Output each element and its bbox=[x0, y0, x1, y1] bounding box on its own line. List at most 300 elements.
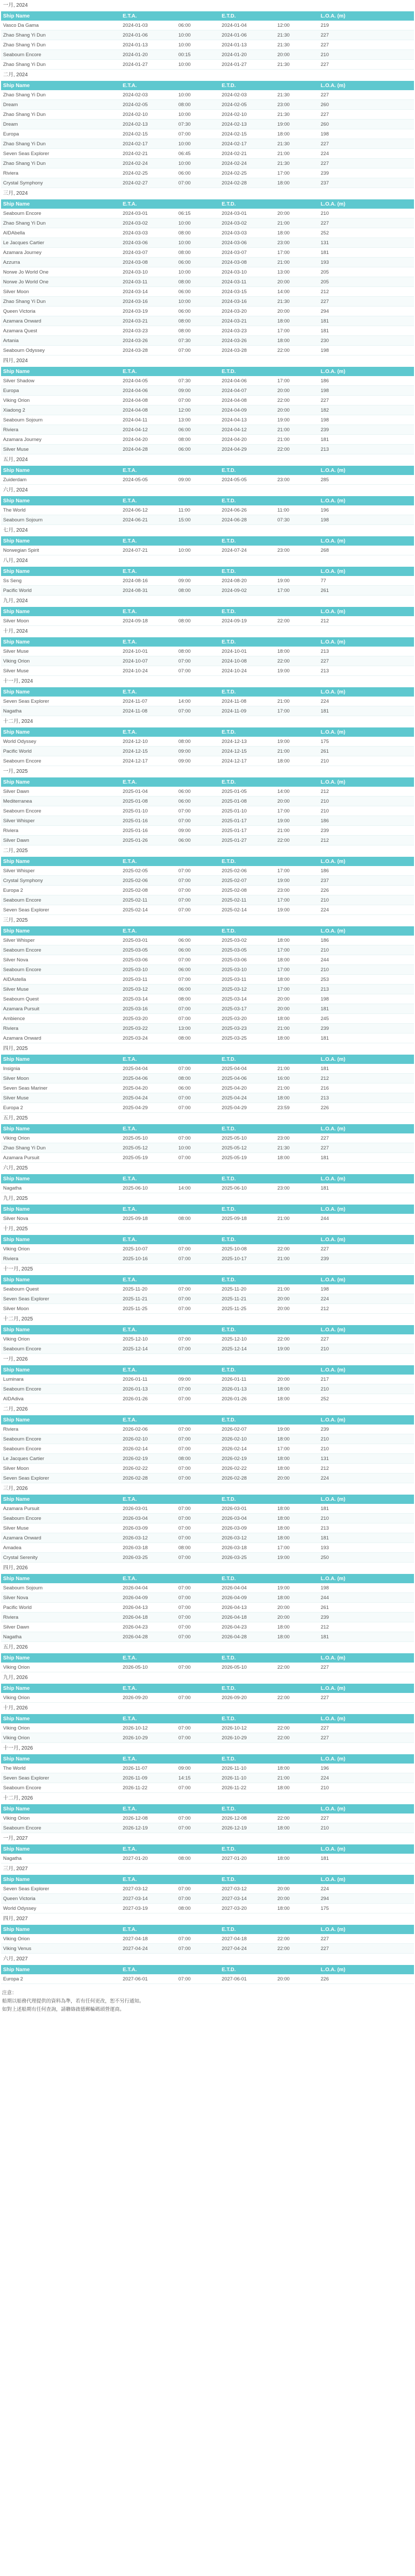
table-header-row bbox=[1, 1365, 414, 1375]
table-cell: 19:00 bbox=[275, 905, 319, 915]
table-row bbox=[1, 836, 414, 845]
table-cell: 2025-02-08 bbox=[121, 886, 176, 895]
table-cell: 2024-03-02 bbox=[121, 218, 176, 228]
table-cell: 19:00 bbox=[275, 666, 319, 676]
table-cell: 2024-10-24 bbox=[220, 666, 275, 676]
column-header: E.T.A. bbox=[121, 1574, 176, 1583]
table-cell: 2025-01-26 bbox=[121, 836, 176, 845]
table-cell: 239 bbox=[319, 1254, 414, 1264]
table-cell: 2024-08-16 bbox=[121, 576, 176, 586]
ship-name-cell: Riviera bbox=[1, 1425, 121, 1434]
table-cell: 23:00 bbox=[275, 100, 319, 110]
column-header: E.T.A. bbox=[121, 11, 176, 21]
table-row bbox=[1, 1024, 414, 1033]
column-header: E.T.A. bbox=[121, 1965, 176, 1974]
table-header-row bbox=[1, 1965, 414, 1974]
table-cell: 06:00 bbox=[176, 796, 220, 806]
table-cell: 07:00 bbox=[176, 706, 220, 716]
table-cell: 2024-11-09 bbox=[220, 706, 275, 716]
table-cell: 07:00 bbox=[176, 816, 220, 826]
table-cell: 227 bbox=[319, 1334, 414, 1344]
column-header bbox=[275, 1325, 319, 1334]
table-row bbox=[1, 1523, 414, 1533]
schedule-table bbox=[1, 1495, 414, 1563]
table-cell: 2026-04-04 bbox=[220, 1583, 275, 1593]
ship-name-cell: Seven Seas Explorer bbox=[1, 149, 121, 159]
column-header bbox=[275, 466, 319, 475]
table-cell: 07:00 bbox=[176, 1394, 220, 1404]
table-cell: 2024-03-07 bbox=[121, 248, 176, 258]
table-header-row bbox=[1, 367, 414, 376]
ship-name-cell: Seabourn Sojourn bbox=[1, 515, 121, 525]
table-cell: 20:00 bbox=[275, 1004, 319, 1014]
table-cell: 22:00 bbox=[275, 1663, 319, 1672]
ship-name-cell: Zhao Shang Yi Dun bbox=[1, 159, 121, 168]
table-cell: 2025-01-04 bbox=[121, 787, 176, 796]
table-cell: 2024-03-21 bbox=[121, 316, 176, 326]
table-cell: 2026-04-23 bbox=[121, 1622, 176, 1632]
ship-name-cell: Silver Dawn bbox=[1, 836, 121, 845]
column-header bbox=[275, 1574, 319, 1583]
table-cell: 06:00 bbox=[176, 787, 220, 796]
table-cell: 19:00 bbox=[275, 1553, 319, 1563]
table-cell: 2024-02-25 bbox=[220, 168, 275, 178]
ship-name-cell: Seabourn Encore bbox=[1, 806, 121, 816]
schedule-table bbox=[1, 1754, 414, 1793]
table-cell: 2025-10-16 bbox=[121, 1254, 176, 1264]
table-cell: 2027-03-14 bbox=[220, 1894, 275, 1904]
table-cell: 18:00 bbox=[275, 1632, 319, 1642]
table-row bbox=[1, 1394, 414, 1404]
column-header bbox=[176, 1754, 220, 1764]
table-cell: 22:00 bbox=[275, 1693, 319, 1703]
table-header-row bbox=[1, 496, 414, 505]
ship-name-cell: Nagatha bbox=[1, 706, 121, 716]
ship-name-cell: Zuiderdam bbox=[1, 475, 121, 485]
table-cell: 10:00 bbox=[176, 40, 220, 50]
table-row bbox=[1, 376, 414, 386]
table-cell: 2024-03-16 bbox=[220, 297, 275, 307]
ship-name-cell: Artania bbox=[1, 336, 121, 346]
month-label: 二月, 2024 bbox=[1, 70, 414, 81]
table-row bbox=[1, 1944, 414, 1954]
table-cell: 227 bbox=[319, 1814, 414, 1823]
table-cell: 2024-03-03 bbox=[121, 228, 176, 238]
table-cell: 00:15 bbox=[176, 50, 220, 60]
table-cell: 198 bbox=[319, 515, 414, 525]
table-row bbox=[1, 1854, 414, 1863]
table-cell: 18:00 bbox=[275, 1014, 319, 1024]
table-cell: 2024-02-10 bbox=[121, 110, 176, 120]
table-cell: 227 bbox=[319, 139, 414, 149]
table-cell: 210 bbox=[319, 1514, 414, 1523]
column-header: L.O.A. (m) bbox=[319, 857, 414, 866]
table-cell: 07:00 bbox=[176, 1473, 220, 1483]
column-header: L.O.A. (m) bbox=[319, 1574, 414, 1583]
ship-name-cell: Silver Muse bbox=[1, 647, 121, 656]
table-cell: 21:30 bbox=[275, 1143, 319, 1153]
table-cell: 2025-04-04 bbox=[220, 1064, 275, 1074]
ship-name-cell: Vasco Da Gama bbox=[1, 21, 121, 30]
table-cell: 13:00 bbox=[176, 1024, 220, 1033]
table-cell: 19:00 bbox=[275, 576, 319, 586]
table-cell: 224 bbox=[319, 905, 414, 915]
table-cell: 17:00 bbox=[275, 248, 319, 258]
column-header bbox=[275, 1965, 319, 1974]
table-cell: 2024-01-27 bbox=[220, 60, 275, 70]
table-row bbox=[1, 647, 414, 656]
column-header: L.O.A. (m) bbox=[319, 466, 414, 475]
table-cell: 22:00 bbox=[275, 1244, 319, 1254]
ship-name-cell: Viking Orion bbox=[1, 1814, 121, 1823]
ship-name-cell: Silver Shadow bbox=[1, 376, 121, 386]
column-header bbox=[176, 1325, 220, 1334]
table-cell: 252 bbox=[319, 228, 414, 238]
table-cell: 2024-12-17 bbox=[121, 756, 176, 766]
table-cell: 2026-03-12 bbox=[121, 1533, 176, 1543]
table-row bbox=[1, 248, 414, 258]
table-cell: 08:00 bbox=[176, 1543, 220, 1553]
table-cell: 2024-02-27 bbox=[121, 178, 176, 188]
table-cell: 20:00 bbox=[275, 1613, 319, 1622]
schedule-table bbox=[1, 1875, 414, 1913]
column-header bbox=[275, 1055, 319, 1064]
table-cell: 2024-02-21 bbox=[121, 149, 176, 159]
column-header bbox=[176, 687, 220, 697]
table-cell: 07:00 bbox=[176, 1014, 220, 1024]
column-header: E.T.A. bbox=[121, 1925, 176, 1934]
ship-name-cell: Silver Muse bbox=[1, 1093, 121, 1103]
table-cell: 13:00 bbox=[176, 415, 220, 425]
ship-name-cell: Pacific World bbox=[1, 747, 121, 756]
table-cell: 07:00 bbox=[176, 1523, 220, 1533]
month-label: 四月, 2024 bbox=[1, 355, 414, 367]
column-header bbox=[176, 607, 220, 616]
ship-name-cell: Zhao Shang Yi Dun bbox=[1, 218, 121, 228]
table-cell: 15:00 bbox=[176, 515, 220, 525]
table-cell: 17:00 bbox=[275, 965, 319, 975]
table-cell: 17:00 bbox=[275, 376, 319, 386]
table-cell: 198 bbox=[319, 1284, 414, 1294]
table-cell: 2026-11-22 bbox=[121, 1783, 176, 1793]
ship-name-cell: Seabourn Encore bbox=[1, 756, 121, 766]
ship-name-cell: Seven Seas Explorer bbox=[1, 1773, 121, 1783]
ship-name-cell: Silver Moon bbox=[1, 287, 121, 297]
table-cell: 2025-03-20 bbox=[220, 1014, 275, 1024]
table-cell: 2026-01-11 bbox=[121, 1375, 176, 1384]
table-cell: 2024-02-17 bbox=[121, 139, 176, 149]
table-cell: 06:00 bbox=[176, 836, 220, 845]
column-header bbox=[275, 926, 319, 936]
table-cell: 196 bbox=[319, 1764, 414, 1773]
table-row bbox=[1, 267, 414, 277]
ship-name-cell: Riviera bbox=[1, 1613, 121, 1622]
ship-name-cell: The World bbox=[1, 505, 121, 515]
table-cell: 2026-04-13 bbox=[121, 1603, 176, 1613]
ship-name-cell: Seabourn Quest bbox=[1, 1284, 121, 1294]
table-cell: 08:00 bbox=[176, 1074, 220, 1083]
table-cell: 08:00 bbox=[176, 1033, 220, 1043]
table-cell: 23:00 bbox=[275, 238, 319, 248]
table-cell: 224 bbox=[319, 1294, 414, 1304]
table-cell: 175 bbox=[319, 1904, 414, 1913]
ship-name-cell: Europa 2 bbox=[1, 886, 121, 895]
table-cell: 07:00 bbox=[176, 1344, 220, 1354]
ship-name-cell: AIDAdiva bbox=[1, 1394, 121, 1404]
column-header bbox=[275, 1653, 319, 1663]
ship-name-cell: Silver Muse bbox=[1, 666, 121, 676]
table-cell: 268 bbox=[319, 546, 414, 555]
table-cell: 21:00 bbox=[275, 1083, 319, 1093]
column-header bbox=[275, 1275, 319, 1284]
ship-name-cell: Seabourn Encore bbox=[1, 895, 121, 905]
ship-name-cell: Seven Seas Explorer bbox=[1, 1294, 121, 1304]
column-header: E.T.A. bbox=[121, 199, 176, 209]
column-header: E.T.D. bbox=[220, 1275, 275, 1284]
table-cell: 18:00 bbox=[275, 1764, 319, 1773]
table-cell: 18:00 bbox=[275, 1454, 319, 1464]
table-row bbox=[1, 1583, 414, 1593]
ship-name-cell: Xiadong 2 bbox=[1, 405, 121, 415]
table-cell: 2025-03-16 bbox=[121, 1004, 176, 1014]
table-cell: 2024-06-28 bbox=[220, 515, 275, 525]
ship-name-cell: Seabourn Encore bbox=[1, 965, 121, 975]
table-cell: 196 bbox=[319, 505, 414, 515]
column-header: E.T.D. bbox=[220, 1365, 275, 1375]
table-row bbox=[1, 100, 414, 110]
column-header bbox=[176, 1055, 220, 1064]
table-cell: 2025-04-29 bbox=[220, 1103, 275, 1113]
table-cell: 2026-12-08 bbox=[220, 1814, 275, 1823]
table-cell: 08:00 bbox=[176, 994, 220, 1004]
table-cell: 2025-05-10 bbox=[220, 1133, 275, 1143]
table-cell: 20:00 bbox=[275, 1375, 319, 1384]
table-cell: 07:00 bbox=[176, 1613, 220, 1622]
table-cell: 2025-03-12 bbox=[121, 985, 176, 994]
table-cell: 08:00 bbox=[176, 647, 220, 656]
table-cell: 226 bbox=[319, 886, 414, 895]
table-cell: 285 bbox=[319, 475, 414, 485]
table-row bbox=[1, 1284, 414, 1294]
table-cell: 212 bbox=[319, 1074, 414, 1083]
table-cell: 181 bbox=[319, 435, 414, 445]
month-label: 十月, 2026 bbox=[1, 1703, 414, 1714]
table-cell: 18:00 bbox=[275, 1823, 319, 1833]
column-header: E.T.D. bbox=[220, 1174, 275, 1183]
month-label: 七月, 2024 bbox=[1, 525, 414, 536]
table-cell: 198 bbox=[319, 129, 414, 139]
table-cell: 250 bbox=[319, 1553, 414, 1563]
ship-name-cell: Viking Orion bbox=[1, 1693, 121, 1703]
table-cell: 07:00 bbox=[176, 1444, 220, 1454]
table-cell: 09:00 bbox=[176, 475, 220, 485]
table-row bbox=[1, 1603, 414, 1613]
column-header bbox=[275, 81, 319, 90]
table-header-row bbox=[1, 926, 414, 936]
table-cell: 07:30 bbox=[176, 120, 220, 129]
note-line: 如對上述船期有任何查詢，請聯絡啟德郵輪碼頭營運商。 bbox=[2, 2007, 125, 2012]
column-header bbox=[176, 199, 220, 209]
month-label: 五月, 2024 bbox=[1, 454, 414, 466]
table-cell: 2026-02-06 bbox=[121, 1425, 176, 1434]
ship-name-cell: Seabourn Encore bbox=[1, 1344, 121, 1354]
ship-name-cell: Silver Muse bbox=[1, 985, 121, 994]
column-header: E.T.A. bbox=[121, 637, 176, 647]
table-cell: 2026-04-09 bbox=[121, 1593, 176, 1603]
ship-name-cell: Riviera bbox=[1, 168, 121, 178]
table-cell: 224 bbox=[319, 697, 414, 706]
column-header: Ship Name bbox=[1, 11, 121, 21]
column-header: L.O.A. (m) bbox=[319, 1965, 414, 1974]
table-cell: 19:00 bbox=[275, 737, 319, 747]
schedule-table bbox=[1, 1925, 414, 1954]
table-row bbox=[1, 1904, 414, 1913]
ship-name-cell: Viking Orion bbox=[1, 1733, 121, 1743]
table-row bbox=[1, 326, 414, 336]
table-row bbox=[1, 178, 414, 188]
column-header: E.T.A. bbox=[121, 926, 176, 936]
month-label: 六月, 2027 bbox=[1, 1954, 414, 1965]
table-cell: 2025-01-10 bbox=[220, 806, 275, 816]
table-cell: 2026-10-12 bbox=[220, 1723, 275, 1733]
table-cell: 2025-01-08 bbox=[220, 796, 275, 806]
column-header bbox=[176, 466, 220, 475]
table-row bbox=[1, 747, 414, 756]
table-cell: 2026-02-10 bbox=[121, 1434, 176, 1444]
table-cell: 237 bbox=[319, 178, 414, 188]
table-cell: 08:00 bbox=[176, 1904, 220, 1913]
table-cell: 19:00 bbox=[275, 120, 319, 129]
table-cell: 2024-03-06 bbox=[220, 238, 275, 248]
table-row bbox=[1, 1783, 414, 1793]
ship-name-cell: Seabourn Sojourn bbox=[1, 415, 121, 425]
table-cell: 2024-01-20 bbox=[121, 50, 176, 60]
column-header: Ship Name bbox=[1, 1804, 121, 1814]
table-cell: 212 bbox=[319, 616, 414, 626]
table-cell: 10:00 bbox=[176, 30, 220, 40]
month-label: 四月, 2027 bbox=[1, 1913, 414, 1925]
table-cell: 23:00 bbox=[275, 475, 319, 485]
column-header: E.T.A. bbox=[121, 1235, 176, 1244]
table-cell: 2024-12-10 bbox=[121, 737, 176, 747]
table-cell: 18:00 bbox=[275, 1504, 319, 1514]
table-row bbox=[1, 866, 414, 876]
column-header bbox=[275, 607, 319, 616]
table-cell: 17:00 bbox=[275, 1543, 319, 1553]
ship-name-cell: Silver Moon bbox=[1, 1304, 121, 1314]
table-cell: 2024-04-08 bbox=[121, 396, 176, 405]
table-cell: 2024-02-15 bbox=[121, 129, 176, 139]
ship-name-cell: Seabourn Encore bbox=[1, 1823, 121, 1833]
table-cell: 227 bbox=[319, 1934, 414, 1944]
column-header: E.T.A. bbox=[121, 1804, 176, 1814]
column-header bbox=[176, 536, 220, 546]
table-row bbox=[1, 50, 414, 60]
table-cell: 08:00 bbox=[176, 1854, 220, 1863]
table-cell: 2025-03-06 bbox=[220, 955, 275, 965]
ship-name-cell: Azzurra bbox=[1, 258, 121, 267]
table-cell: 17:00 bbox=[275, 168, 319, 178]
column-header: L.O.A. (m) bbox=[319, 1804, 414, 1814]
column-header: L.O.A. (m) bbox=[319, 637, 414, 647]
column-header: Ship Name bbox=[1, 1205, 121, 1214]
table-cell: 18:00 bbox=[275, 975, 319, 985]
column-header: E.T.D. bbox=[220, 536, 275, 546]
table-cell: 07:00 bbox=[176, 1533, 220, 1543]
table-row bbox=[1, 656, 414, 666]
column-header bbox=[275, 1235, 319, 1244]
table-cell: 2025-03-12 bbox=[220, 985, 275, 994]
column-header: L.O.A. (m) bbox=[319, 777, 414, 787]
table-cell: 2025-02-11 bbox=[121, 895, 176, 905]
ship-name-cell: Silver Moon bbox=[1, 1464, 121, 1473]
table-row bbox=[1, 1103, 414, 1113]
table-cell: 224 bbox=[319, 1773, 414, 1783]
ship-name-cell: Viking Orion bbox=[1, 1934, 121, 1944]
table-cell: 2027-04-24 bbox=[220, 1944, 275, 1954]
column-header: E.T.A. bbox=[121, 1415, 176, 1425]
column-header bbox=[275, 1875, 319, 1884]
column-header: E.T.A. bbox=[121, 1205, 176, 1214]
schedule-table bbox=[1, 1205, 414, 1224]
column-header: L.O.A. (m) bbox=[319, 11, 414, 21]
table-cell: 07:00 bbox=[176, 955, 220, 965]
table-cell: 17:00 bbox=[275, 945, 319, 955]
table-cell: 2025-03-06 bbox=[121, 955, 176, 965]
month-label: 九月, 2024 bbox=[1, 596, 414, 607]
schedule-table bbox=[1, 1415, 414, 1483]
table-cell: 2027-03-14 bbox=[121, 1894, 176, 1904]
month-label: 九月, 2026 bbox=[1, 1672, 414, 1684]
column-header: L.O.A. (m) bbox=[319, 567, 414, 576]
column-header bbox=[176, 11, 220, 21]
table-cell: 18:00 bbox=[275, 1384, 319, 1394]
table-cell: 2025-11-25 bbox=[220, 1304, 275, 1314]
table-cell: 2027-01-20 bbox=[121, 1854, 176, 1863]
ship-name-cell: Queen Victoria bbox=[1, 307, 121, 316]
table-cell: 20:00 bbox=[275, 405, 319, 415]
table-cell: 186 bbox=[319, 866, 414, 876]
table-cell: 2024-10-07 bbox=[121, 656, 176, 666]
table-cell: 2024-09-02 bbox=[220, 586, 275, 596]
table-cell: 244 bbox=[319, 1214, 414, 1224]
table-cell: 20:00 bbox=[275, 50, 319, 60]
table-cell: 2024-02-10 bbox=[220, 110, 275, 120]
table-cell: 11:00 bbox=[275, 505, 319, 515]
table-cell: 07:00 bbox=[176, 666, 220, 676]
schedule-table bbox=[1, 687, 414, 716]
table-header-row bbox=[1, 1714, 414, 1723]
column-header: E.T.D. bbox=[220, 727, 275, 737]
table-cell: 17:00 bbox=[275, 1444, 319, 1454]
table-cell: 08:00 bbox=[176, 248, 220, 258]
table-cell: 07:00 bbox=[176, 1663, 220, 1672]
table-cell: 22:00 bbox=[275, 836, 319, 845]
table-cell: 2025-04-06 bbox=[121, 1074, 176, 1083]
table-row bbox=[1, 1693, 414, 1703]
table-cell: 2024-04-13 bbox=[220, 415, 275, 425]
table-row bbox=[1, 1375, 414, 1384]
table-cell: 2024-03-02 bbox=[220, 218, 275, 228]
ship-name-cell: Silver Nova bbox=[1, 1593, 121, 1603]
column-header bbox=[275, 727, 319, 737]
table-cell: 2026-01-11 bbox=[220, 1375, 275, 1384]
table-cell: 20:00 bbox=[275, 1294, 319, 1304]
table-cell: 2025-12-14 bbox=[121, 1344, 176, 1354]
table-cell: 210 bbox=[319, 1384, 414, 1394]
table-cell: 2024-03-07 bbox=[220, 248, 275, 258]
table-cell: 07:00 bbox=[176, 1814, 220, 1823]
